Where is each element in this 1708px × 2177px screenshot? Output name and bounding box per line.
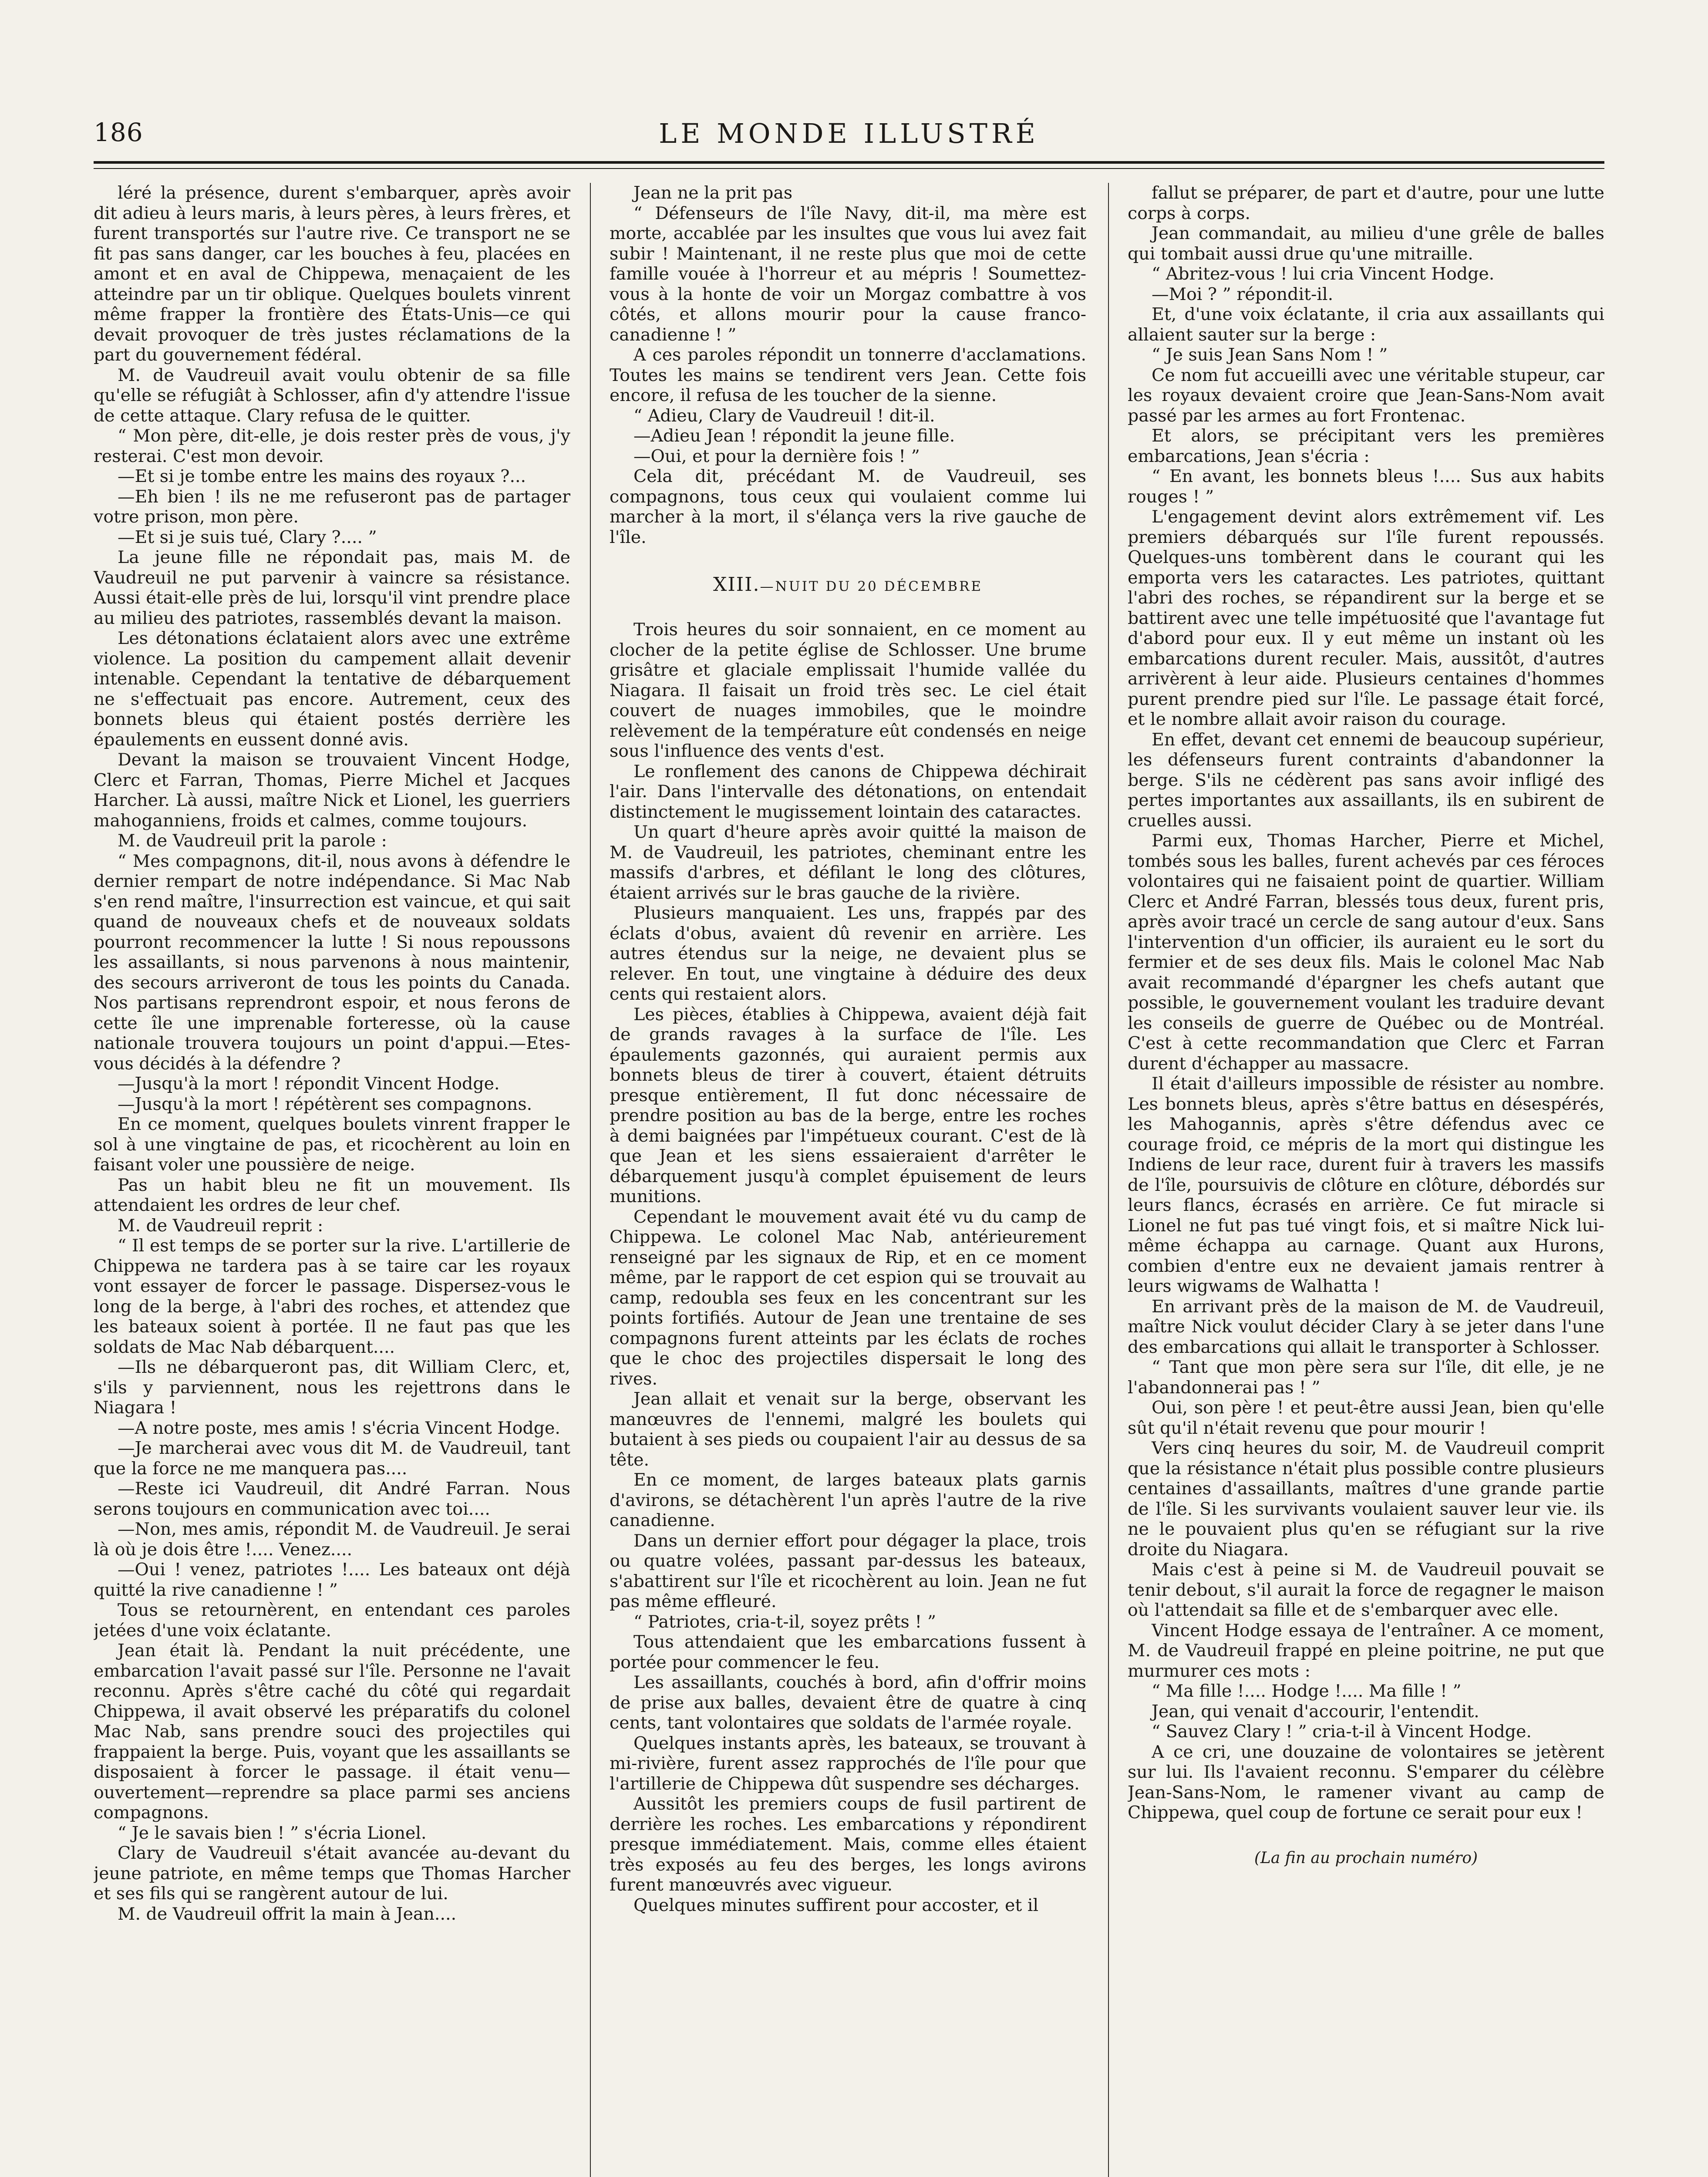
page-header: [94, 118, 1604, 165]
paragraph: Mais c'est à peine si M. de Vaudreuil pouvait se tenir debout, s'il aurait la force de regagner le maison où l'attendait sa fille et de s'embarquer avec elle.: [1128, 1560, 1604, 1620]
paragraph: Quelques instants après, les bateaux, se trouvant à mi-rivière, furent assez rapprochés de l'île pour que l'artillerie de Chippewa dût suspendre ses décharges.: [610, 1733, 1086, 1794]
column-1: [94, 183, 570, 2177]
paragraph: Tous attendaient que les embarcations fussent à portée pour commencer le feu.: [610, 1632, 1086, 1672]
paragraph: Jean ne la prit pas: [633, 183, 793, 203]
paragraph: M. de Vaudreuil offrit la main à Jean....: [118, 1904, 457, 1924]
paragraph: “ Mes compagnons, dit-il, nous avons à défendre le dernier rempart de notre indépendance. Si Mac Nab s'en rend maître, l'insurrection est vaincue, et qui sait quand de nouveaux chefs et de nouveaux soldats pourront recommencer la lutte ! Si nous repoussons les assaillants, si nous parvenons à nous maintenir, des secours arriveront de tous les points du Canada. Nos partisans reprendront espoir, et nous ferons de cette île une imprenable forteresse, où la cause nationale trouvera toujours un point d'appui.—Etes-vous décidés à la défendre ?: [94, 851, 570, 1074]
paragraph: “ Patriotes, cria-t-il, soyez prêts ! ”: [633, 1611, 937, 1632]
paragraph: Le ronflement des canons de Chippewa déchirait l'air. Dans l'intervalle des détonations, on entendait distinctement le mugissement lointain des cataractes.: [610, 761, 1086, 822]
paragraph: A ce cri, une douzaine de volontaires se jetèrent sur lui. Ils l'avaient reconnu. S'emparer du célèbre Jean-Sans-Nom, le ramener vivant au camp de Chippewa, quel coup de fortune ce serait pour eux !: [1128, 1742, 1604, 1823]
paragraph: Les assaillants, couchés à bord, afin d'offrir moins de prise aux balles, devaient être de quatre à cinq cents, tant volontaires que soldats de l'armée royale.: [610, 1672, 1086, 1733]
paragraph: “ Ma fille !.... Hodge !.... Ma fille ! ”: [1152, 1681, 1462, 1701]
paragraph: Jean allait et venait sur la berge, observant les manœuvres de l'ennemi, malgré les boulets qui butaient à ses pieds ou coupaient l'air au dessus de sa tête.: [610, 1389, 1086, 1470]
paragraph: Et, d'une voix éclatante, il cria aux assaillants qui allaient sauter sur la berge :: [1128, 304, 1604, 345]
paragraph: “ Adieu, Clary de Vaudreuil ! dit-il.: [633, 405, 935, 426]
paragraph: M. de Vaudreuil avait voulu obtenir de sa fille qu'elle se réfugiât à Schlosser, afin d'y attendre l'issue de cette attaque. Clary refusa de le quitter.: [94, 365, 570, 426]
paragraph: En ce moment, quelques boulets vinrent frapper le sol à une vingtaine de pas, et ricochèrent au loin en faisant voler une poussière de neige.: [94, 1114, 570, 1175]
column-1-text: [94, 183, 570, 1924]
paragraph: Plusieurs manquaient. Les uns, frappés par des éclats d'obus, avaient dû revenir en arrière. Les autres étendus sur la neige, ne devaient plus se relever. En tout, une vingtaine à déduire des deux cents qui restaient alors.: [610, 903, 1086, 1004]
paragraph: —Moi ? ” répondit-il.: [1152, 284, 1334, 304]
paragraph: “ Je suis Jean Sans Nom ! ”: [1152, 345, 1388, 365]
paragraph: —Adieu Jean ! répondit la jeune fille.: [633, 426, 955, 446]
paragraph: A ces paroles répondit un tonnerre d'acclamations. Toutes les mains se tendirent vers Jean. Cette fois encore, il refusa de les toucher de la sienne.: [610, 345, 1086, 405]
paragraph: Vincent Hodge essaya de l'entraîner. A ce moment, M. de Vaudreuil frappé en pleine poitrine, ne put que murmurer ces mots :: [1128, 1620, 1604, 1681]
paragraph: Ce nom fut accueilli avec une véritable stupeur, car les royaux devaient croire que Jean-Sans-Nom avait passé par les armes au fort Frontenac.: [1128, 365, 1604, 426]
paragraph: —Jusqu'à la mort ! répétèrent ses compagnons.: [118, 1094, 532, 1114]
paragraph: Oui, son père ! et peut-être aussi Jean, bien qu'elle sût qu'il n'était revenu que pour mourir !: [1128, 1398, 1604, 1438]
paragraph: —Et si je tombe entre les mains des royaux ?...: [118, 466, 526, 486]
paragraph: —Jusqu'à la mort ! répondit Vincent Hodge.: [118, 1074, 500, 1094]
paragraph: —Je marcherai avec vous dit M. de Vaudreuil, tant que la force ne me manquera pas....: [94, 1438, 570, 1479]
paragraph: Parmi eux, Thomas Harcher, Pierre et Michel, tombés sous les balles, furent achevés par ces féroces volontaires qui ne faisaient point de quartier. William Clerc et André Farran, blessés tous deux, furent pris, après avoir tracé un cercle de sang autour d'eux. Sans l'intervention d'un officier, ils auraient eu le sort du fermier et de ses deux fils. Mais le colonel Mac Nab avait recommandé d'épargner les chefs autant que possible, le gouvernement voulant les traduire devant les conseils de guerre de Québec ou de Montréal. C'est à cette recommandation que Clerc et Farran durent d'échapper au massacre.: [1128, 831, 1604, 1074]
paragraph: Les détonations éclataient alors avec une extrême violence. La position du campement allait devenir intenable. Cependant la tentative de débarquement ne s'effectuait pas encore. Autrement, ceux des bonnets bleus qui étaient postés derrière les épaulements en eussent donné avis.: [94, 628, 570, 750]
column-divider: [590, 183, 591, 2177]
paragraph: Dans un dernier effort pour dégager la place, trois ou quatre volées, passant par-dessus les bateaux, s'abattirent sur l'île et ricochèrent au loin. Jean ne fut pas même effleuré.: [610, 1530, 1086, 1611]
paragraph: Tous se retournèrent, en entendant ces paroles jetées d'une voix éclatante.: [94, 1600, 570, 1641]
column-2: [610, 183, 1086, 2177]
journal-title: LE MONDE ILLUSTRÉ: [659, 118, 1039, 149]
column-2-text-bottom: [610, 620, 1086, 1915]
article-body: [94, 183, 1604, 2177]
column-3-text: [1128, 183, 1604, 1823]
paragraph: Les pièces, établies à Chippewa, avaient déjà fait de grands ravages à la surface de l'île. Les épaulements gazonnés, qui auraient permis aux bonnets bleus de tirer à couvert, étaient détruits presque entièrement, Il fut donc nécessaire de prendre position au bas de la berge, entre les roches à demi baignées par l'impétueux courant. C'est de là que Jean et les siens essaieraient d'arrêter le débarquement jusqu'à complet épuisement de leurs munitions.: [610, 1004, 1086, 1206]
paragraph: Cela dit, précédant M. de Vaudreuil, ses compagnons, tous ceux qui voulaient comme lui marcher à la mort, il s'élança vers la rive gauche de l'île.: [610, 466, 1086, 547]
paragraph: “ Tant que mon père sera sur l'île, dit elle, je ne l'abandonnerai pas ! ”: [1128, 1357, 1604, 1398]
continuation-note: (La fin au prochain numéro): [1254, 1849, 1478, 1867]
paragraph: —Non, mes amis, répondit M. de Vaudreuil. Je serai là où je dois être !.... Venez....: [94, 1519, 570, 1560]
paragraph: Trois heures du soir sonnaient, en ce moment au clocher de la petite église de Schlosser. Une brume grisâtre et glaciale emplissait l'humide vallée du Niagara. Il faisait un froid très sec. Le ciel était couvert de nuages immobiles, que le moindre relèvement de la température eût condensés en neige sous l'influence des vents d'est.: [610, 620, 1086, 761]
paragraph: Quelques minutes suffirent pour accoster, et il: [633, 1895, 1039, 1915]
paragraph: Jean commandait, au milieu d'une grêle de balles qui tombait aussi drue qu'une mitraille.: [1128, 223, 1604, 264]
paragraph: La jeune fille ne répondait pas, mais M. de Vaudreuil ne put parvenir à vaincre sa résistance. Aussi était-elle près de lui, lorsqu'il vint prendre place au milieu des patriotes, rassemblés devant la maison.: [94, 547, 570, 628]
paragraph: —A notre poste, mes amis ! s'écria Vincent Hodge.: [118, 1418, 560, 1438]
paragraph: L'engagement devint alors extrêmement vif. Les premiers débarqués sur l'île furent repoussés. Quelques-uns tombèrent dans le courant qui les emporta vers les cataractes. Les patriotes, quittant l'abri des roches, se répandirent sur la berge et se battirent avec une telle impétuosité que l'avantage fut d'abord pour eux. Il y eut même un instant où les embarcations durent reculer. Mais, aussitôt, d'autres arrivèrent à leur aide. Plusieurs centaines d'hommes purent prendre pied sur l'île. Le passage était forcé, et le nombre allait avoir raison du courage.: [1128, 507, 1604, 729]
paragraph: Clary de Vaudreuil s'était avancée au-devant du jeune patriote, en même temps que Thomas Harcher et ses fils qui se rangèrent autour de lui.: [94, 1843, 570, 1904]
paragraph: Il était d'ailleurs impossible de résister au nombre. Les bonnets bleus, après s'être battus en désespérés, les Mahogannis, après s'être défendus avec ce courage froid, ce mépris de la mort qui distingue les Indiens de leur race, durent fuir à travers les massifs de l'île, poursuivis de clôture en clôture, débordés sur leurs flancs, écrasés en arrière. Ce fut miracle si Lionel ne fut pas tué vingt fois, et si maître Nick lui-même échappa au carnage. Quant aux Hurons, combien d'entre eux ne devaient jamais rentrer à leurs wigwams de Walhatta !: [1128, 1074, 1604, 1296]
paragraph: fallut se préparer, de part et d'autre, pour une lutte corps à corps.: [1128, 183, 1604, 223]
paragraph: “ Je le savais bien ! ” s'écria Lionel.: [118, 1823, 427, 1843]
paragraph: Jean, qui venait d'accourir, l'entendit.: [1152, 1701, 1479, 1722]
paragraph: Pas un habit bleu ne fit un mouvement. Ils attendaient les ordres de leur chef.: [94, 1175, 570, 1215]
paragraph: Devant la maison se trouvaient Vincent Hodge, Clerc et Farran, Thomas, Pierre Michel et Jacques Harcher. Là aussi, maître Nick et Lionel, les guerriers mahoganniens, froids et calmes, comme toujours.: [94, 750, 570, 831]
chapter-heading: [610, 573, 1086, 596]
paragraph: Vers cinq heures du soir, M. de Vaudreuil comprit que la résistance n'était plus possible contre plusieurs centaines d'assaillants, maîtres d'une grande partie de l'île. Si les survivants voulaient sauver leur vie. ils ne le pouvaient plus qu'en se réfugiant sur la rive droite du Niagara.: [1128, 1438, 1604, 1560]
paragraph: M. de Vaudreuil reprit :: [118, 1215, 323, 1236]
paragraph: En effet, devant cet ennemi de beaucoup supérieur, les défenseurs furent contraints d'abandonner la berge. S'ils ne cédèrent pas sans avoir infligé des pertes importantes aux assaillants, ils en subirent de cruelles aussi.: [1128, 729, 1604, 831]
paragraph: Aussitôt les premiers coups de fusil partirent de derrière les roches. Les embarcations y répondirent presque immédiatement. Mais, comme elles étaient très exposés au feu des berges, les longs avirons furent manœuvrés avec vigueur.: [610, 1794, 1086, 1895]
chapter-number: XIII.: [713, 573, 760, 596]
header-rule-thin: [94, 168, 1604, 169]
paragraph: Cependant le mouvement avait été vu du camp de Chippewa. Le colonel Mac Nab, antérieurement renseigné par les signaux de Rip, et en ce moment même, par le rapport de cet espion qui se trouvait au camp, redoubla ses feux en les concentrant sur les points fortifiés. Autour de Jean une trentaine de ses compagnons furent atteints par les éclats de roches que le choc des projectiles dispersait le long des rives.: [610, 1206, 1086, 1389]
paragraph: —Eh bien ! ils ne me refuseront pas de partager votre prison, mon père.: [94, 486, 570, 527]
column-divider: [1108, 183, 1109, 2177]
paragraph: —Et si je suis tué, Clary ?.... ”: [118, 527, 377, 547]
paragraph: Et alors, se précipitant vers les premières embarcations, Jean s'écria :: [1128, 426, 1604, 466]
paragraph: —Ils ne débarqueront pas, dit William Clerc, et, s'ils y parviennent, nous les rejettrons dans le Niagara !: [94, 1357, 570, 1418]
column-3: [1128, 183, 1604, 2177]
paragraph: “ Sauvez Clary ! ” cria-t-il à Vincent Hodge.: [1152, 1722, 1532, 1742]
paragraph: —Reste ici Vaudreuil, dit André Farran. Nous serons toujours en communication avec toi....: [94, 1479, 570, 1519]
paragraph: “ Il est temps de se porter sur la rive. L'artillerie de Chippewa ne tardera pas à se taire car les royaux vont essayer de forcer le passage. Dispersez-vous le long de la berge, à l'abri des roches, et attendez que les bateaux soient à portée. Il ne faut pas que les soldats de Mac Nab débarquent....: [94, 1236, 570, 1357]
paragraph: “ Défenseurs de l'île Navy, dit-il, ma mère est morte, accablée par les insultes que vous lui avez fait subir ! Maintenant, il ne reste plus que moi de cette famille vouée à l'horreur et au mépris ! Soumettez-vous à la honte de voir un Morgaz combattre à vos côtés, et allons mourir pour la cause franco-canadienne ! ”: [610, 203, 1086, 345]
paragraph: —Oui, et pour la dernière fois ! ”: [633, 446, 920, 466]
column-2-text-top: [610, 183, 1086, 547]
paragraph: M. de Vaudreuil prit la parole :: [118, 831, 387, 851]
paragraph: Un quart d'heure après avoir quitté la maison de M. de Vaudreuil, les patriotes, cheminant entre les massifs d'arbres, et défilant le long des clôtures, étaient arrivés sur le bras gauche de la rivière.: [610, 822, 1086, 903]
paragraph: En ce moment, de larges bateaux plats garnis d'avirons, se détachèrent l'un après l'autre de la rive canadienne.: [610, 1470, 1086, 1530]
paragraph: Jean était là. Pendant la nuit précédente, une embarcation l'avait passé sur l'île. Personne ne l'avait reconnu. Après s'être caché du côté qui regardait Chippewa, il avait observé les préparatifs du colonel Mac Nab, sans prendre souci des projectiles qui frappaient la berge. Puis, voyant que les assaillants se disposaient à forcer le passage. il était venu—ouvertement—reprendre sa place parmi ses anciens compagnons.: [94, 1641, 570, 1823]
paragraph: —Oui ! venez, patriotes !.... Les bateaux ont déjà quitté la rive canadienne ! ”: [94, 1560, 570, 1600]
paragraph: léré la présence, durent s'embarquer, après avoir dit adieu à leurs maris, à leurs pères, à leurs frères, et furent transportés sur l'autre rive. Ce transport ne se fit pas sans danger, car les bouches à feu, placées en amont et en aval de Chippewa, menaçaient de les atteindre par un tir oblique. Quelques boulets vinrent même frapper la frontière des États-Unis—ce qui devait provoquer de très justes réclamations de la part du gouvernement fédéral.: [94, 183, 570, 365]
paragraph: “ Abritez-vous ! lui cria Vincent Hodge.: [1152, 264, 1495, 284]
header-rule-thick: [94, 161, 1604, 164]
paragraph: “ En avant, les bonnets bleus !.... Sus aux habits rouges ! ”: [1128, 466, 1604, 507]
page-number: 186: [94, 118, 143, 147]
paragraph: “ Mon père, dit-elle, je dois rester près de vous, j'y resterai. C'est mon devoir.: [94, 426, 570, 466]
paragraph: En arrivant près de la maison de M. de Vaudreuil, maître Nick voulut décider Clary à se jeter dans l'une des embarcations qui allait le transporter à Schlosser.: [1128, 1296, 1604, 1357]
chapter-title: —NUIT DU 20 DÉCEMBRE: [760, 579, 983, 594]
